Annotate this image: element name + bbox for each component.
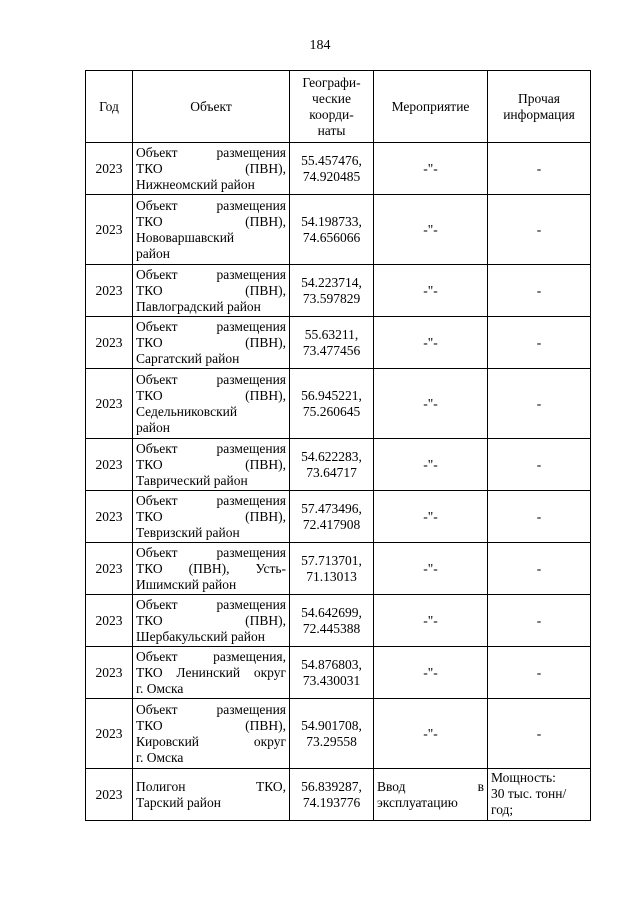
cell-event: -"- [374, 699, 488, 769]
cell-year: 2023 [86, 491, 133, 543]
cell-info: - [488, 647, 591, 699]
header-line: информация [503, 106, 575, 122]
table-row [86, 369, 591, 439]
header-year: Год [86, 71, 133, 143]
cell-coordinates: 56.839287, 74.193776 [290, 769, 374, 821]
header-coordinates [290, 71, 374, 143]
cell-event: Ввод в эксплуатацию [374, 769, 488, 821]
cell-info: Мощность: 30 тыс. тонн/ год; [488, 769, 591, 821]
cell-object: Объект размещения, ТКО Ленинский округ г. Омска [133, 647, 290, 699]
header-line: ческие [312, 90, 351, 106]
cell-object: Полигон ТКО, Тарский район [133, 769, 290, 821]
cell-event: -"- [374, 317, 488, 369]
cell-coordinates: 57.713701, 71.13013 [290, 543, 374, 595]
cell-year: 2023 [86, 647, 133, 699]
cell-year: 2023 [86, 699, 133, 769]
table-row [86, 491, 591, 543]
table-row [86, 439, 591, 491]
cell-object: Объект размещения ТКО (ПВН), Павлоградский район [133, 265, 290, 317]
cell-event: -"- [374, 595, 488, 647]
header-line: Прочая [518, 90, 560, 106]
cell-object: Объект размещения ТКО (ПВН), Седельниковский район [133, 369, 290, 439]
cell-info: - [488, 143, 591, 195]
cell-year: 2023 [86, 595, 133, 647]
cell-info: - [488, 543, 591, 595]
cell-coordinates: 55.457476, 74.920485 [290, 143, 374, 195]
cell-object: Объект размещения ТКО (ПВН), Усть- Ишимский район [133, 543, 290, 595]
cell-year: 2023 [86, 769, 133, 821]
cell-info: - [488, 439, 591, 491]
table-row [86, 699, 591, 769]
header-object: Объект [133, 71, 290, 143]
facilities-table [85, 70, 591, 821]
table-row [86, 769, 591, 821]
cell-coordinates: 54.876803, 73.430031 [290, 647, 374, 699]
cell-year: 2023 [86, 439, 133, 491]
cell-year: 2023 [86, 317, 133, 369]
table-row [86, 195, 591, 265]
cell-object: Объект размещения ТКО (ПВН), Кировский округ г. Омска [133, 699, 290, 769]
cell-info: - [488, 699, 591, 769]
cell-coordinates: 54.198733, 74.656066 [290, 195, 374, 265]
table-row [86, 317, 591, 369]
table-row [86, 543, 591, 595]
cell-info: - [488, 195, 591, 265]
cell-coordinates: 55.63211, 73.477456 [290, 317, 374, 369]
table-row [86, 647, 591, 699]
cell-event: -"- [374, 195, 488, 265]
header-event: Мероприятие [374, 71, 488, 143]
cell-coordinates: 54.223714, 73.597829 [290, 265, 374, 317]
cell-object: Объект размещения ТКО (ПВН), Тевризский район [133, 491, 290, 543]
table-row [86, 595, 591, 647]
cell-info: - [488, 265, 591, 317]
cell-object: Объект размещения ТКО (ПВН), Таврический район [133, 439, 290, 491]
cell-event: -"- [374, 143, 488, 195]
cell-year: 2023 [86, 195, 133, 265]
cell-info: - [488, 595, 591, 647]
cell-object: Объект размещения ТКО (ПВН), Нижнеомский район [133, 143, 290, 195]
header-info [488, 71, 591, 143]
cell-year: 2023 [86, 543, 133, 595]
cell-event: -"- [374, 491, 488, 543]
cell-event: -"- [374, 439, 488, 491]
cell-coordinates: 54.901708, 73.29558 [290, 699, 374, 769]
table-row [86, 143, 591, 195]
cell-year: 2023 [86, 265, 133, 317]
cell-info: - [488, 369, 591, 439]
cell-object: Объект размещения ТКО (ПВН), Нововаршавский район [133, 195, 290, 265]
cell-year: 2023 [86, 143, 133, 195]
header-line: коорди- [309, 106, 354, 122]
cell-year: 2023 [86, 369, 133, 439]
header-line: Географи- [302, 74, 361, 90]
cell-object: Объект размещения ТКО (ПВН), Саргатский район [133, 317, 290, 369]
cell-event: -"- [374, 265, 488, 317]
cell-coordinates: 54.622283, 73.64717 [290, 439, 374, 491]
cell-object: Объект размещения ТКО (ПВН), Шербакульский район [133, 595, 290, 647]
cell-event: -"- [374, 369, 488, 439]
cell-event: -"- [374, 543, 488, 595]
page-number: 184 [309, 38, 331, 53]
cell-coordinates: 54.642699, 72.445388 [290, 595, 374, 647]
cell-event: -"- [374, 647, 488, 699]
table-row [86, 265, 591, 317]
cell-coordinates: 57.473496, 72.417908 [290, 491, 374, 543]
cell-info: - [488, 317, 591, 369]
header-line: наты [317, 122, 346, 138]
cell-coordinates: 56.945221, 75.260645 [290, 369, 374, 439]
cell-info: - [488, 491, 591, 543]
